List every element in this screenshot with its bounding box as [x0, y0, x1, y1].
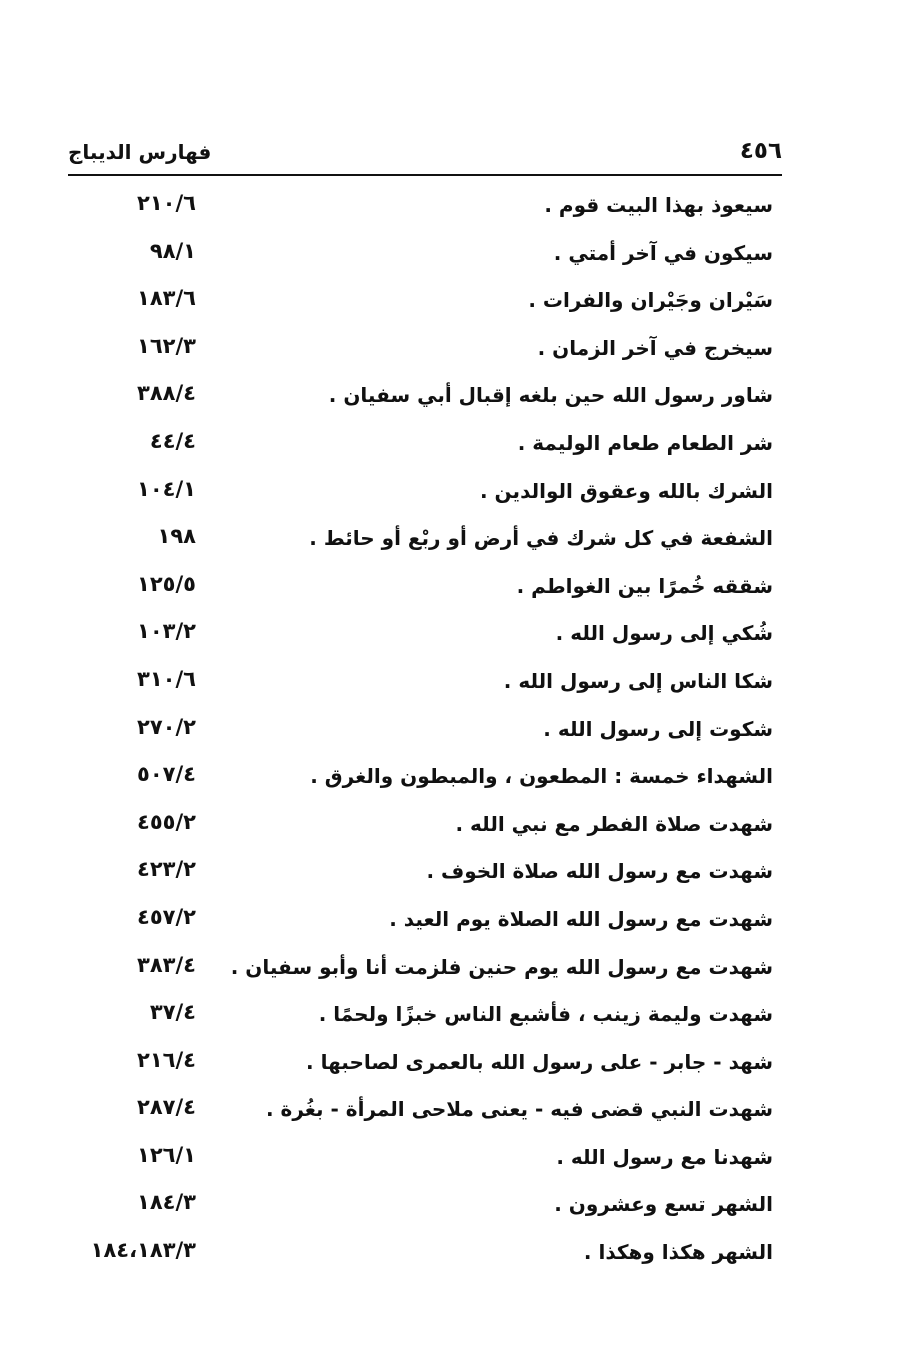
entry-text: شُكي إلى رسول الله .: [555, 621, 773, 646]
index-entry: [0, 802, 899, 850]
index-entry: [0, 1230, 899, 1278]
entry-text: الشفعة في كل شرك في أرض أو ربْع أو حائط .: [309, 526, 773, 551]
index-entry: [0, 1040, 899, 1088]
entry-reference: ١٨٤/٣: [137, 1190, 196, 1215]
page-number: ٤٥٦: [739, 138, 782, 164]
entry-text: شهدنا مع رسول الله .: [556, 1144, 773, 1169]
entry-reference: ٢١٠/٦: [137, 191, 196, 215]
header-rule: [68, 174, 782, 176]
index-entry: [0, 1087, 899, 1135]
entry-text: شر الطعام طعام الوليمة .: [517, 430, 773, 455]
entry-reference: ١٢٥/٥: [137, 571, 196, 596]
index-entry: [0, 516, 899, 564]
index-entry: [0, 469, 899, 517]
entry-text: الشرك بالله وعقوق الوالدين .: [480, 478, 773, 503]
index-entry: [0, 945, 899, 993]
entry-reference: ٢٧٠/٢: [137, 714, 196, 739]
entry-text: سيخرج في آخر الزمان .: [537, 335, 773, 360]
running-title: فهارس الديباج: [68, 140, 212, 164]
index-entry: [0, 897, 899, 945]
entry-text: سَيْران وجَيْران والفرات .: [528, 288, 773, 313]
entry-text: شهدت مع رسول الله الصلاة يوم العيد .: [389, 906, 773, 931]
entry-reference: ٣٨٣/٤: [137, 952, 196, 977]
entry-text: شققه خُمرًا بين الغواطم .: [516, 573, 773, 598]
index-entry: [0, 992, 899, 1040]
entry-reference: ١٦٢/٣: [137, 333, 196, 358]
entry-reference: ٤٤/٤: [149, 428, 196, 453]
index-entry: [0, 326, 899, 374]
entry-text: شهدت وليمة زينب ، فأشبع الناس خبزًا ولحمًا .: [318, 1002, 773, 1027]
entry-text: شهدت صلاة الفطر مع نبي الله .: [455, 811, 773, 836]
index-list: [0, 183, 899, 1278]
entry-reference: ٣٧/٤: [149, 1000, 196, 1025]
entry-text: شهدت مع رسول الله صلاة الخوف .: [426, 859, 773, 884]
entry-text: شكا الناس إلى رسول الله .: [503, 668, 773, 693]
entry-reference: ٤٥٥/٢: [137, 809, 196, 834]
entry-reference: ٤٥٧/٢: [137, 904, 196, 929]
index-entry: [0, 707, 899, 755]
index-entry: [0, 1135, 899, 1183]
index-entry: [0, 564, 899, 612]
index-entry: [0, 278, 899, 326]
entry-text: الشهداء خمسة : المطعون ، والمبطون والغرق .: [310, 764, 773, 789]
entry-text: الشهر تسع وعشرون .: [554, 1192, 773, 1217]
index-entry: [0, 659, 899, 707]
index-entry: [0, 231, 899, 279]
entry-reference: ٥٠٧/٤: [137, 762, 196, 787]
index-entry: [0, 183, 899, 231]
entry-reference: ١٩٨: [157, 524, 196, 549]
index-entry: [0, 421, 899, 469]
entry-text: شاور رسول الله حين بلغه إقبال أبي سفيان .: [328, 383, 773, 408]
entry-text: شهد - جابر - على رسول الله بالعمرى لصاحبها .: [306, 1049, 773, 1074]
index-entry: [0, 849, 899, 897]
entry-reference: ٢١٦/٤: [137, 1047, 196, 1072]
entry-text: شكوت إلى رسول الله .: [543, 716, 773, 741]
index-entry: [0, 1182, 899, 1230]
entry-reference: ١٠٤/١: [137, 476, 196, 501]
entry-text: شهدت مع رسول الله يوم حنين فلزمت أنا وأبو سفيان .: [230, 954, 773, 979]
index-entry: [0, 611, 899, 659]
entry-reference: ٢٨٧/٤: [137, 1095, 196, 1120]
entry-reference: ١٨٣/٦: [137, 286, 196, 311]
index-entry: [0, 754, 899, 802]
entry-text: سيكون في آخر أمتي .: [553, 240, 773, 265]
entry-text: شهدت النبي قضى فيه - يعنى ملاحى المرأة - بغُرة .: [265, 1097, 773, 1122]
entry-reference: ٣٨٨/٤: [137, 381, 196, 406]
index-entry: [0, 373, 899, 421]
entry-reference: ٣١٠/٦: [137, 666, 196, 691]
entry-reference: ١٠٣/٢: [137, 619, 196, 644]
entry-text: الشهر هكذا وهكذا .: [583, 1240, 773, 1265]
entry-reference: ١٢٦/١: [137, 1142, 196, 1167]
entry-text: سيعوذ بهذا البيت قوم .: [544, 193, 773, 217]
entry-reference: ١٨٤،١٨٣/٣: [90, 1238, 196, 1263]
entry-reference: ٤٢٣/٢: [137, 857, 196, 882]
entry-reference: ٩٨/١: [149, 238, 196, 263]
page-header: [68, 138, 782, 172]
